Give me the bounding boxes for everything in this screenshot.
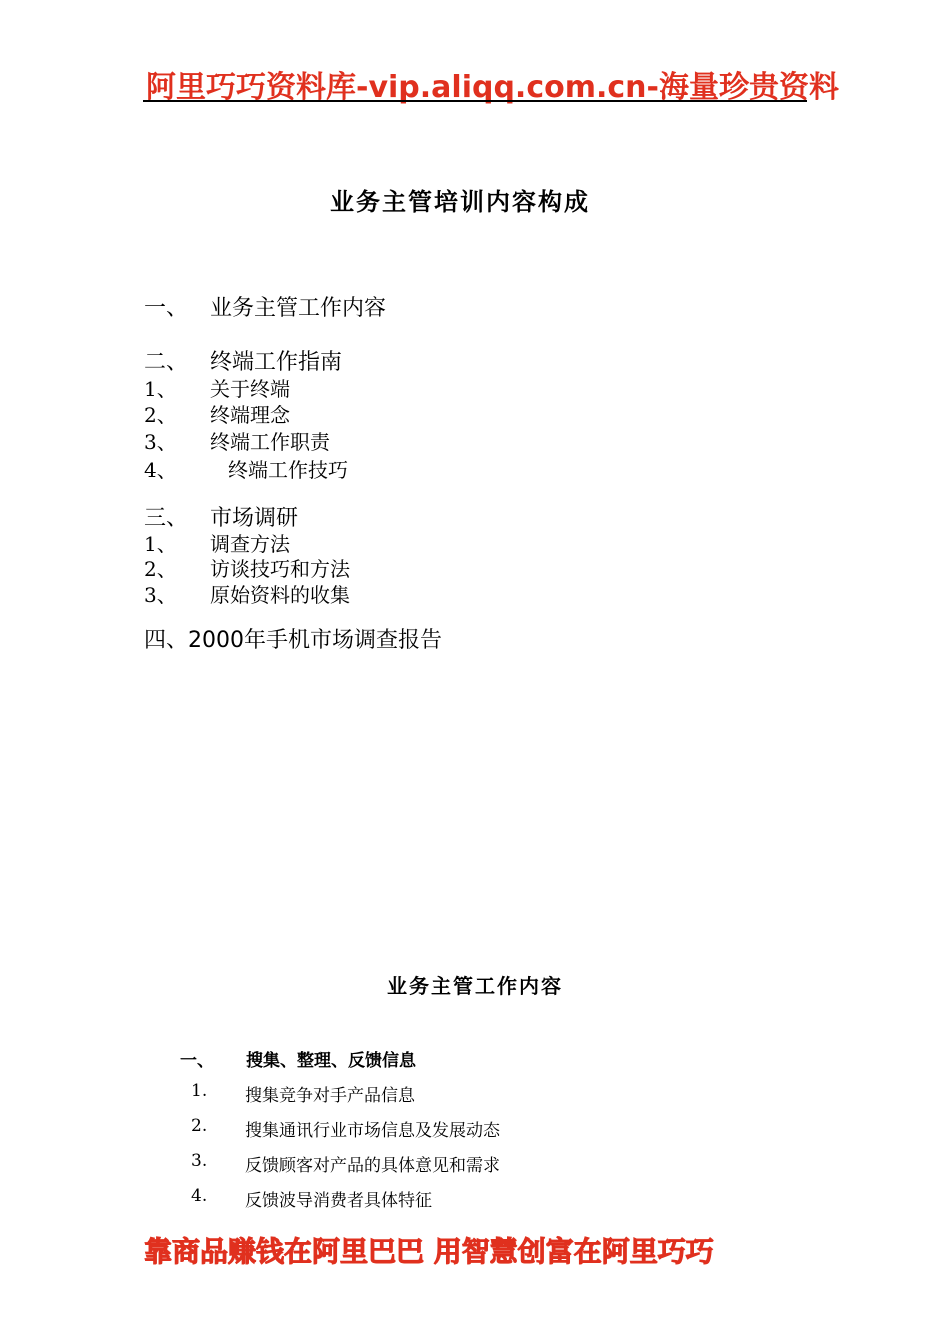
toc-item [144,579,544,605]
work-title: 业务主管工作内容 [387,974,563,998]
toc-section-label: 终端工作指南 [210,350,343,375]
work-item-number: 2. [191,1116,208,1136]
work-item [191,1116,651,1140]
toc-item-number: 2、 [144,403,177,427]
header-banner: 阿里巧巧资料库-vip.aliqq.com.cn-海量珍贵资料 [146,70,839,105]
toc-item-number: 3、 [144,430,177,454]
work-item [191,1186,651,1210]
work-section-heading [180,1046,580,1070]
work-section-number: 一、 [180,1051,214,1071]
work-item-label: 搜集通讯行业市场信息及发展动态 [245,1121,500,1141]
toc-item-number: 1、 [144,377,177,401]
toc-item [144,553,544,579]
toc-item-label: 原始资料的收集 [210,583,350,607]
toc-item-number: 1、 [144,532,177,556]
toc-section-3 [144,501,544,531]
toc-item-label: 终端工作技巧 [228,458,348,482]
work-item-number: 4. [191,1186,208,1206]
work-item-number: 3. [191,1151,208,1171]
document-title: 业务主管培训内容构成 [330,188,590,216]
toc-item [144,426,544,452]
toc-section-label: 业务主管工作内容 [210,296,387,321]
work-item-label: 反馈波导消费者具体特征 [245,1191,432,1211]
toc-item [144,373,544,399]
work-item-label: 搜集竞争对手产品信息 [245,1086,415,1106]
toc-item [144,399,544,425]
header-divider [143,100,807,102]
toc-item [144,454,544,480]
toc-section-number: 二、 [144,350,189,375]
toc-item-label: 访谈技巧和方法 [210,557,350,581]
toc-item-label: 终端理念 [210,403,290,427]
work-section-label: 搜集、整理、反馈信息 [246,1051,416,1071]
toc-item-label: 关于终端 [210,377,290,401]
toc-item-number: 3、 [144,583,177,607]
work-item [191,1151,651,1175]
toc-section-label: 市场调研 [210,506,299,531]
toc-item [144,528,544,554]
toc-item-label: 终端工作职责 [210,430,330,454]
toc-item-number: 2、 [144,557,177,581]
toc-section-2 [144,345,544,375]
toc-section-number: 三、 [144,506,189,531]
toc-section-4: 四、2000年手机市场调查报告 [144,628,442,653]
toc-section-number: 一、 [144,296,189,321]
work-item-number: 1. [191,1081,208,1101]
work-item-label: 反馈顾客对产品的具体意见和需求 [245,1156,500,1176]
footer-banner: 靠商品赚钱在阿里巴巴 用智慧创富在阿里巧巧 [144,1235,714,1268]
toc-item-label: 调查方法 [210,532,290,556]
work-item [191,1081,651,1105]
toc-item-number: 4、 [144,458,177,482]
toc-section-1 [144,291,544,321]
